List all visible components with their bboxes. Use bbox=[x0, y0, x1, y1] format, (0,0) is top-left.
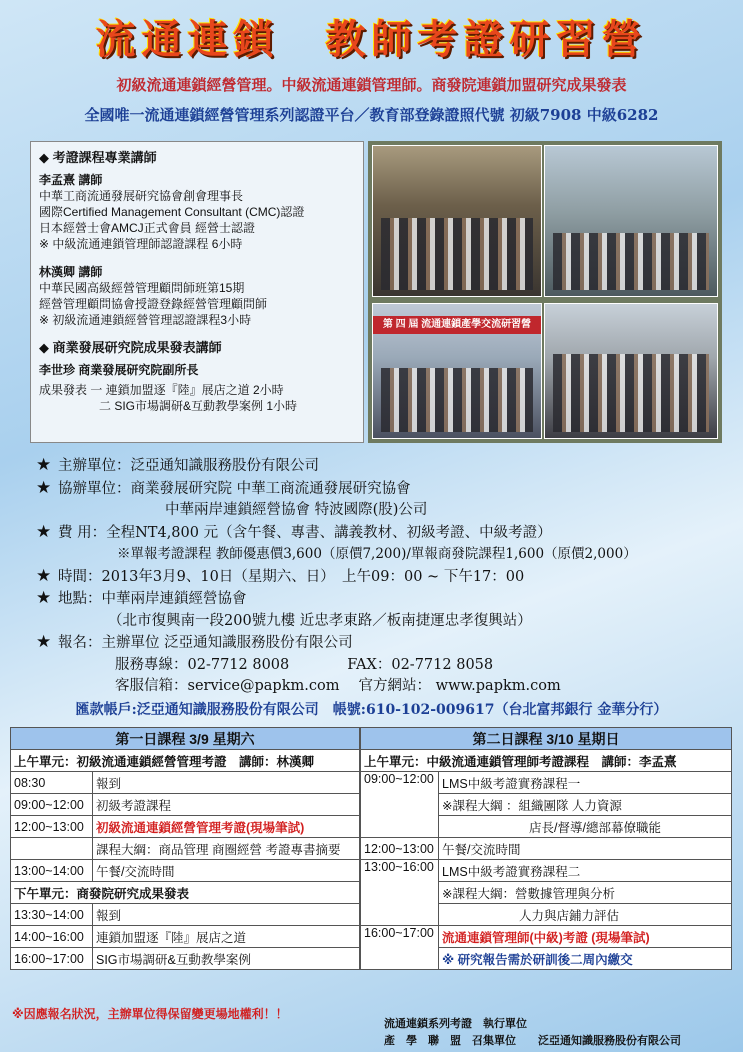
lecturer-detail: 中華工商流通發展研究協會創會理事長 bbox=[39, 189, 244, 203]
table-row: 09:00~12:00 初級考證課程 bbox=[11, 794, 360, 816]
event-photo bbox=[372, 303, 542, 439]
table-row: 人力與店鋪力評估 bbox=[361, 904, 732, 926]
star-icon: ★ bbox=[36, 477, 52, 498]
table-row: ※課程大綱：營數據管理與分析 bbox=[361, 882, 732, 904]
event-info bbox=[36, 455, 736, 698]
fee-note: ※單報考證課程 教師優惠價3,600（原價7,200)/單報商發院課程1,600（原價2,000） bbox=[117, 546, 637, 562]
table-row: 14:00~16:00 連鎖加盟逐『陸』展店之道 bbox=[11, 926, 360, 948]
table-row: 16:00~17:00 流通連鎖管理師(中級)考證 (現場筆試) bbox=[361, 926, 732, 948]
star-icon: ★ bbox=[36, 565, 52, 586]
remittance-account: 匯款帳戶:泛亞通知識服務股份有限公司 帳號:610-102-009617（台北富邦銀行 金華分行） bbox=[75, 702, 668, 718]
footer-line2: 產 學 聯 盟 召集單位 泛亞通知識服務股份有限公司 bbox=[384, 1035, 681, 1047]
lecturer-name: 李世珍 商業發展研究院副所長 bbox=[39, 363, 199, 377]
schedule-day2 bbox=[360, 727, 732, 970]
schedule-day1 bbox=[10, 727, 360, 970]
table-row: 13:00~16:00 LMS中級考證實務課程二 bbox=[361, 860, 732, 882]
diamond-icon: ◆ bbox=[39, 150, 53, 165]
fee: ★ 費 用：全程NT4,800 元（含午餐、專書、講義教材、初級考證、中級考證） bbox=[36, 521, 552, 542]
place: ★ 地點：中華兩岸連鎖經營協會 bbox=[36, 588, 247, 608]
star-icon: ★ bbox=[36, 632, 52, 652]
table-row: ※ 研究報告需於研訓後二周內繳交 bbox=[361, 948, 732, 970]
lecturer-name: 李孟熹 講師 bbox=[39, 173, 103, 187]
event-photo bbox=[372, 145, 542, 297]
lecturer-detail: 成果發表 一 連鎖加盟逐『陸』展店之道 2小時 bbox=[39, 383, 284, 397]
photo-banner: 第 四 屆 流通連鎖產學交流研習營 bbox=[373, 316, 541, 334]
section-heading-lecturers: ◆ 考證課程專業講師 bbox=[39, 150, 157, 165]
signup-contact: 客服信箱：service@papkm.com 官方網站： www.papkm.com bbox=[115, 678, 561, 694]
coorganizer: ★ 協辦單位：商業發展研究院 中華工商流通發展研究協會 bbox=[36, 477, 411, 498]
notice: ※因應報名狀況，主辦單位得保留變更場地權利！！ bbox=[12, 1007, 288, 1021]
place-address: （北市復興南一段200號九樓 近忠孝東路／板南捷運忠孝復興站） bbox=[108, 612, 532, 629]
table-row: 12:00~13:00 午餐/交流時間 bbox=[361, 838, 732, 860]
lecturer-detail: ※ 初級流通連鎖經營管理認證課程3小時 bbox=[39, 313, 252, 327]
day2-title: 第二日課程 3/10 星期日 bbox=[361, 728, 732, 750]
lecturer-name: 林漢卿 講師 bbox=[39, 265, 103, 279]
organizer: ★ 主辦單位：泛亞通知識服務股份有限公司 bbox=[36, 455, 319, 475]
table-row: 13:30~14:00 報到 bbox=[11, 904, 360, 926]
lecturer-detail: 二 SIG市場調研&互動教學案例 1小時 bbox=[99, 399, 298, 413]
event-photo bbox=[544, 145, 718, 297]
table-row: 09:00~12:00 LMS中級考證實務課程一 bbox=[361, 772, 732, 794]
diamond-icon: ◆ bbox=[39, 340, 53, 355]
footer-line1: 流通連鎖系列考證 執行單位 bbox=[384, 1018, 527, 1030]
star-icon: ★ bbox=[36, 588, 52, 608]
lecturer-detail: ※ 中級流通連鎖管理師認證課程 6小時 bbox=[39, 237, 243, 251]
signup: ★ 報名：主辦單位 泛亞通知識服務股份有限公司 bbox=[36, 632, 353, 652]
time: ★ 時間：2013年3月9、10日（星期六、日） 上午09：00 ~ 下午17：00 bbox=[36, 565, 525, 586]
table-row: ※課程大綱 ：組織團隊 人力資源 bbox=[361, 794, 732, 816]
lecturer-detail: 經營管理顧問協會授證登錄經營管理顧問師 bbox=[39, 297, 268, 311]
table-row: 13:00~14:00 午餐/交流時間 bbox=[11, 860, 360, 882]
subtitle-blue: 全國唯一流通連鎖經營管理系列認證平台／教育部登錄證照代號 初級7908 中級6282 bbox=[84, 106, 659, 124]
signup-phone: 服務專線：02-7712 8008 FAX：02-7712 8058 bbox=[115, 656, 494, 673]
day1-title: 第一日課程 3/9 星期六 bbox=[11, 728, 360, 750]
footer bbox=[384, 1016, 681, 1050]
day2-morning-unit: 上午單元：中級流通連鎖管理師考證課程 講師：李孟熹 bbox=[361, 750, 732, 772]
star-icon: ★ bbox=[36, 455, 52, 475]
lecturer-detail: 國際Certified Management Consultant (CMC)認證 bbox=[39, 205, 305, 219]
table-row: 08:30 報到 bbox=[11, 772, 360, 794]
coorganizer-line2: 中華兩岸連鎖經營協會 特波國際(股)公司 bbox=[165, 502, 428, 518]
subtitle-red: 初級流通連鎖經營管理。中級流通連鎖管理師。商發院連鎖加盟研究成果發表 bbox=[116, 76, 627, 94]
lecturer-detail: 中華民國高級經營管理顧問師班第15期 bbox=[39, 281, 245, 295]
table-row: 店長/督導/總部幕僚職能 bbox=[361, 816, 732, 838]
photo-collage bbox=[368, 141, 722, 443]
day1-morning-unit: 上午單元：初級流通連鎖經營管理考證 講師：林漢卿 bbox=[11, 750, 360, 772]
page-title: 流通連鎖 教師考證研習營 bbox=[95, 17, 648, 63]
event-photo bbox=[544, 303, 718, 439]
table-row: 12:00~13:00 初級流通連鎖經營管理考證(現場筆試) bbox=[11, 816, 360, 838]
day1-afternoon-unit: 下午單元：商發院研究成果發表 bbox=[11, 882, 360, 904]
lecturer-detail: 日本經營士會AMCJ正式會員 經營士認證 bbox=[39, 221, 256, 235]
table-row: 16:00~17:00 SIG市場調研&互動教學案例 bbox=[11, 948, 360, 970]
table-row: 課程大綱：商品管理 商圈經營 考證專書摘要 bbox=[11, 838, 360, 860]
section-heading-research: ◆ 商業發展研究院成果發表講師 bbox=[39, 340, 222, 355]
lecturers-box bbox=[30, 141, 364, 443]
star-icon: ★ bbox=[36, 521, 52, 542]
